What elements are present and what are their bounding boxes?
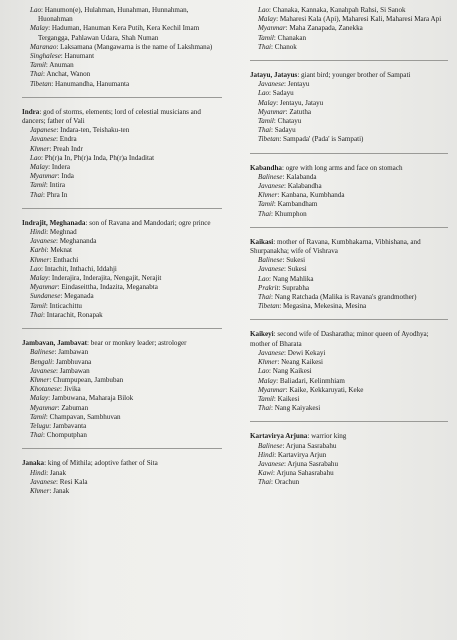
language-label: Tamil — [30, 412, 46, 421]
language-label: Lao — [258, 89, 270, 98]
variant-line: Tamil: Chatayu — [258, 117, 302, 126]
entry-heading — [22, 339, 222, 348]
variant-names: Kalabandha — [287, 182, 322, 191]
variant-names: Jambuwana, Maharaja Bilok — [51, 394, 134, 403]
entry-definition: : ogre with long arms and face on stomach — [281, 163, 403, 172]
language-label: Javanese — [30, 135, 56, 144]
right-column — [250, 6, 448, 488]
entry-heading — [22, 219, 222, 228]
language-label: Hindi — [30, 468, 47, 477]
variant-names: Laksamana (Mangawarna is the name of Lakshmana) — [60, 42, 213, 51]
entry-heading — [250, 238, 448, 256]
language-label: Myanmar — [258, 385, 286, 394]
language-label: Tamil — [258, 394, 274, 403]
variant-line: Malay: Jentayu, Jatayu — [258, 98, 324, 107]
variant-line: Karbi: Meknat — [30, 246, 72, 255]
language-label: Khmer — [30, 486, 50, 495]
variant-names: Ph(r)a In, Ph(r)a Inda, Ph(r)a Indaditat — [44, 153, 155, 162]
variant-line: Tibetan: Sampada' (Pada' is Sampati) — [258, 135, 364, 144]
variant-names: Kaikesi — [277, 394, 300, 403]
variant-line: Lao: Hanumon(e), Hulahman, Hunahman, Hunnahman, Huonahman — [30, 6, 189, 24]
variant-line: Tamil: Chanakan — [258, 33, 307, 42]
language-label: Javanese — [258, 80, 284, 89]
variant-names: Anchat, Wanon — [46, 70, 91, 79]
language-label: Lao — [30, 153, 42, 162]
variant-line: Khotanese: Jivika — [30, 385, 81, 394]
variant-names: Sadayu — [274, 126, 296, 135]
variant-line: Japanese: Indara-ten, Teishaku-ten — [30, 126, 130, 135]
entry-definition: : son of Ravana and Mandodari; ogre prince — [85, 218, 211, 227]
language-label: Thai — [258, 404, 272, 413]
language-label: Tibetan — [258, 135, 280, 144]
language-label: Kawi — [258, 469, 273, 478]
entry-heading — [250, 330, 448, 348]
entry-definition: : god of storms, elements; lord of celestial musicians and dancers; father of Vali — [22, 107, 201, 126]
variant-names: Suprabha — [282, 283, 310, 292]
variant-line: Lao: Nang Mahlika — [258, 274, 314, 283]
variant-names: Intarachit, Ronapak — [46, 310, 103, 319]
entry-heading — [250, 432, 448, 441]
language-label: Balinese — [258, 172, 283, 181]
variant-line: Javanese: Sukesi — [258, 265, 307, 274]
language-label: Tamil — [30, 61, 46, 70]
entry-term: Indra — [22, 107, 40, 116]
variant-line: Thai: Nang Ratchada (Malika is Ravana's grandmother) — [258, 293, 417, 302]
variant-line: Maranao: Laksamana (Mangawarna is the name of Lakshmana) — [30, 42, 213, 51]
variant-names: Janak — [53, 486, 70, 495]
variant-line: Myanmar: Maha Zanapada, Zanekka — [258, 24, 363, 33]
language-label: Malay — [258, 376, 277, 385]
language-label: Tamil — [30, 181, 46, 190]
language-label: Khmer — [30, 255, 50, 264]
glossary-entry — [22, 459, 222, 496]
glossary-entry — [250, 164, 448, 219]
language-label: Telugu — [30, 421, 50, 430]
variant-line: Telugu: Jambavanta — [30, 421, 87, 430]
entry-term: Jatayu, Jatayus — [250, 71, 298, 80]
variant-line: Malay: Baliadari, Kelinmhiam — [258, 376, 345, 385]
entry-divider — [22, 208, 222, 209]
variant-names: Maha Zanapada, Zanekka — [289, 24, 363, 33]
variant-line: Khmer: Kanbana, Kumbhanda — [258, 191, 345, 200]
entry-divider — [250, 153, 448, 154]
variant-line: Myanmar: Zabuman — [30, 403, 89, 412]
entry-definition: : warrior king — [307, 432, 347, 441]
language-label: Tamil — [258, 200, 274, 209]
variant-names: Eindaseittha, Indazita, Meganabta — [61, 283, 158, 292]
variant-line: Malay: Inderajira, Inderajita, Nengajit, Nerajit — [30, 274, 162, 283]
variant-line: Javanese: Jentayu — [258, 80, 310, 89]
variant-names: Hanumandha, Hanumanta — [55, 79, 130, 88]
variant-line: Sundanese: Meganada — [30, 292, 94, 301]
variant-names: Chanakan — [277, 33, 307, 42]
variant-names: Dewi Kekayi — [287, 348, 326, 357]
language-label: Malay — [30, 274, 49, 283]
language-label: Thai — [30, 190, 44, 199]
entry-definition: : giant bird; younger brother of Sampati — [297, 71, 411, 80]
variant-names: Sampada' (Pada' is Sampati) — [283, 135, 364, 144]
variant-names: Nang Kaikesi — [272, 367, 312, 376]
variant-names: Hanumant — [64, 52, 95, 61]
language-label: Javanese — [258, 348, 284, 357]
variant-line: Balinese: Jambawan — [30, 348, 89, 357]
entry-heading — [250, 164, 448, 173]
variant-names: Zatutha — [289, 107, 312, 116]
language-label: Javanese — [258, 459, 284, 468]
entry-heading — [22, 108, 222, 126]
variant-line: Lao: Chanaka, Kannaka, Kanahpah Rahsi, Si Sanok — [258, 6, 406, 14]
language-label: Thai — [258, 293, 272, 302]
language-label: Thai — [258, 126, 272, 135]
language-label: Myanmar — [258, 107, 286, 116]
language-label: Thai — [30, 70, 44, 79]
variant-names: Inda — [61, 172, 74, 181]
variant-names: Jentayu — [287, 80, 310, 89]
glossary-entry — [22, 219, 222, 320]
variant-line: Javanese: Resi Kala — [30, 477, 88, 486]
variant-line: Tamil: Intira — [30, 181, 66, 190]
entry-term: Jambavan, Jambavat — [22, 339, 88, 348]
variant-line: Javanese: Meghananda — [30, 237, 97, 246]
language-label: Lao — [258, 274, 270, 283]
variant-line: Khmer: Neang Kaikesi — [258, 358, 324, 367]
language-label: Maranao — [30, 42, 57, 51]
variant-line: Kawi: Arjuna Sahasrabahu — [258, 469, 334, 478]
language-label: Lao — [258, 6, 270, 14]
variant-names: Anuman — [49, 61, 74, 70]
language-label: Japanese — [30, 126, 57, 135]
variant-names: Sukesi — [287, 265, 307, 274]
glossary-entry — [250, 6, 448, 52]
language-label: Myanmar — [258, 24, 286, 33]
variant-line: Prakrit: Suprabha — [258, 283, 310, 292]
variant-line: Lao: Intachit, Inthachi, Iddahji — [30, 264, 117, 273]
language-label: Balinese — [258, 441, 283, 450]
variant-names: Khumphon — [274, 209, 307, 218]
language-label: Malay — [258, 15, 277, 24]
entry-divider — [250, 421, 448, 422]
entry-heading — [22, 459, 222, 468]
variant-names: Intira — [49, 181, 66, 190]
language-label: Tamil — [258, 117, 274, 126]
language-label: Javanese — [30, 366, 56, 375]
left-column — [22, 6, 222, 496]
variant-names: Arjuna Sasrabahu — [285, 441, 337, 450]
entry-definition: : mother of Ravana, Kumbhakarna, Vibhishana, and Shurpanakha; wife of Vishrava — [250, 237, 421, 256]
entry-definition: : king of Mithila; adoptive father of Sita — [44, 459, 158, 468]
variant-line: Myanmar: Zatutha — [258, 107, 312, 116]
variant-names: Arjuna Sahasrabahu — [276, 469, 334, 478]
entry-divider — [250, 60, 448, 61]
variant-names: Intachit, Inthachi, Iddahji — [44, 264, 117, 273]
language-label: Lao — [30, 264, 42, 273]
variant-line: Malay: Haduman, Hanuman Kera Putih, Kera Kechil Imam Tergangga, Pahlawan Udara, Shah Numan — [30, 24, 200, 42]
language-label: Lao — [258, 367, 270, 376]
variant-line: Javanese: Dewi Kekayi — [258, 348, 326, 357]
variant-line: Hindi: Janak — [30, 468, 67, 477]
language-label: Tibetan — [30, 79, 52, 88]
variant-names: Champavan, Sambhuvan — [49, 412, 121, 421]
variant-line: Hindi: Meghnad — [30, 228, 77, 237]
variant-names: Meghnad — [49, 228, 77, 237]
variant-names: Kaike, Kekkaruyati, Keke — [289, 385, 364, 394]
entry-term: Kaikeyi — [250, 330, 274, 339]
variant-line: Thai: Chomputphan — [30, 431, 87, 440]
variant-line: Tibetan: Hanumandha, Hanumanta — [30, 79, 130, 88]
variant-names: Phra In — [46, 190, 68, 199]
language-label: Khmer — [258, 191, 278, 200]
language-label: Myanmar — [30, 283, 58, 292]
variant-line: Myanmar: Kaike, Kekkaruyati, Keke — [258, 385, 364, 394]
variant-names: Jambhuvana — [55, 357, 92, 366]
entry-definition: : bear or monkey leader; astrologer — [87, 339, 187, 348]
variant-names: Indera — [51, 163, 70, 172]
language-label: Khotanese — [30, 385, 60, 394]
variant-line: Thai: Anchat, Wanon — [30, 70, 91, 79]
glossary-entry — [22, 339, 222, 440]
variant-names: Endra — [59, 135, 77, 144]
language-label: Thai — [258, 209, 272, 218]
variant-names: Jambawan — [59, 366, 90, 375]
language-label: Malay — [30, 24, 49, 33]
variant-names: Resi Kala — [59, 477, 88, 486]
language-label: Singhalese — [30, 52, 61, 61]
variant-names: Janak — [49, 468, 67, 477]
glossary-entry — [250, 432, 448, 487]
language-label: Balinese — [30, 348, 55, 357]
variant-names: Meknat — [50, 246, 72, 255]
variant-line: Khmer: Preah Indr — [30, 144, 83, 153]
variant-line: Javanese: Kalabandha — [258, 182, 322, 191]
variant-names: Preah Indr — [53, 144, 83, 153]
variant-line: Singhalese: Hanumant — [30, 52, 95, 61]
variant-names: Inderajira, Inderajita, Nengajit, Nerajit — [51, 274, 162, 283]
entry-heading — [250, 71, 448, 80]
variant-names: Zabuman — [61, 403, 89, 412]
glossary-entry — [22, 108, 222, 200]
variant-line: Malay: Indera — [30, 163, 70, 172]
variant-names: Jambawan — [58, 348, 89, 357]
variant-names: Nang Mahlika — [272, 274, 314, 283]
language-label: Thai — [258, 42, 272, 51]
entry-term: Kaikasi — [250, 237, 274, 246]
variant-line: Thai: Khumphon — [258, 209, 307, 218]
variant-names: Chanaka, Kannaka, Kanahpah Rahsi, Si Sanok — [272, 6, 406, 14]
language-label: Khmer — [30, 375, 50, 384]
variant-line: Javanese: Endra — [30, 135, 77, 144]
variant-line: Tibetan: Megasina, Mekesina, Mesina — [258, 302, 367, 311]
variant-names: Sukesi — [286, 256, 306, 265]
variant-names: Chanok — [274, 42, 297, 51]
variant-line: Javanese: Arjuna Sasrabahu — [258, 459, 338, 468]
variant-names: Kartavirya Arjun — [277, 450, 327, 459]
variant-line: Thai: Nang Kaiyakesi — [258, 404, 321, 413]
language-label: Myanmar — [30, 172, 58, 181]
variant-line: Thai: Chanok — [258, 42, 297, 51]
language-label: Bengali — [30, 357, 53, 366]
language-label: Tamil — [258, 33, 274, 42]
entry-term: Indrajit, Meghanada — [22, 218, 86, 227]
entry-term: Janaka — [22, 459, 45, 468]
variant-line: Myanmar: Eindaseittha, Indazita, Meganabta — [30, 283, 158, 292]
language-label: Javanese — [258, 265, 284, 274]
variant-line: Khmer: Enthachi — [30, 255, 79, 264]
variant-line: Thai: Phra In — [30, 190, 68, 199]
variant-line: Balinese: Kalabanda — [258, 172, 317, 181]
language-label: Malay — [30, 163, 49, 172]
variant-names: Nang Kaiyakesi — [274, 404, 321, 413]
variant-line: Malay: Jambuwana, Maharaja Bilok — [30, 394, 134, 403]
glossary-entry — [250, 330, 448, 413]
variant-line: Javanese: Jambawan — [30, 366, 90, 375]
language-label: Malay — [258, 98, 277, 107]
language-label: Tamil — [30, 301, 46, 310]
variant-names: Maharesi Kala (Api), Maharesi Kali, Maharesi Mara Api — [279, 15, 442, 24]
variant-names: Arjuna Sasrabahu — [287, 459, 338, 468]
variant-line: Tamil: Anuman — [30, 61, 74, 70]
variant-line: Tamil: Inticachittu — [30, 301, 82, 310]
variant-line: Thai: Sadayu — [258, 126, 296, 135]
language-label: Javanese — [258, 182, 284, 191]
variant-line: Balinese: Sukesi — [258, 256, 306, 265]
language-label: Hindi — [30, 228, 47, 237]
variant-names: Baliadari, Kelinmhiam — [279, 376, 345, 385]
language-label: Thai — [258, 478, 272, 487]
variant-names: Enthachi — [53, 255, 79, 264]
language-label: Prakrit — [258, 283, 279, 292]
variant-names: Jentayu, Jatayu — [279, 98, 324, 107]
entry-divider — [22, 328, 222, 329]
language-label: Lao — [30, 6, 42, 14]
variant-line: Tamil: Champavan, Sambhuvan — [30, 412, 121, 421]
variant-names: Kalabanda — [286, 172, 317, 181]
language-label: Karbi — [30, 246, 47, 255]
language-label: Hindi — [258, 450, 275, 459]
variant-line: Lao: Ph(r)a In, Ph(r)a Inda, Ph(r)a Indaditat — [30, 153, 155, 162]
variant-line: Thai: Orachun — [258, 478, 300, 487]
entry-term: Kabandha — [250, 163, 282, 172]
language-label: Thai — [30, 431, 44, 440]
language-label: Sundanese — [30, 292, 61, 301]
variant-line: Tamil: Kaikesi — [258, 394, 300, 403]
variant-names: Hanumon(e), Hulahman, Hunahman, Hunnahman, Huonahman — [38, 6, 189, 24]
variant-names: Haduman, Hanuman Kera Putih, Kera Kechil Imam Tergangga, Pahlawan Udara, Shah Numan — [38, 24, 200, 42]
entry-divider — [250, 227, 448, 228]
language-label: Malay — [30, 394, 49, 403]
variant-names: Neang Kaikesi — [281, 358, 324, 367]
variant-names: Meganada — [64, 292, 94, 301]
variant-names: Jambavanta — [52, 421, 87, 430]
variant-line: Myanmar: Inda — [30, 172, 74, 181]
language-label: Javanese — [30, 237, 56, 246]
variant-names: Kambandham — [277, 200, 318, 209]
variant-names: Kanbana, Kumbhanda — [281, 191, 345, 200]
variant-names: Chumpupean, Jambuban — [53, 375, 124, 384]
variant-names: Orachun — [274, 478, 300, 487]
variant-line: Tamil: Kambandham — [258, 200, 318, 209]
entry-term: Kartavirya Arjuna — [250, 432, 308, 441]
variant-names: Jivika — [63, 385, 81, 394]
language-label: Khmer — [258, 358, 278, 367]
language-label: Thai — [30, 310, 44, 319]
variant-line: Lao: Sadayu — [258, 89, 294, 98]
entry-divider — [22, 97, 222, 98]
variant-names: Nang Ratchada (Malika is Ravana's grandmother) — [274, 293, 417, 302]
variant-names: Megasina, Mekesina, Mesina — [283, 302, 367, 311]
variant-line: Hindi: Kartavirya Arjun — [258, 450, 327, 459]
entry-definition: : second wife of Dasharatha; minor queen of Ayodhya; mother of Bharata — [250, 330, 429, 348]
language-label: Tibetan — [258, 302, 280, 311]
variant-names: Chomputphan — [46, 431, 87, 440]
language-label: Khmer — [30, 144, 50, 153]
language-label: Myanmar — [30, 403, 58, 412]
variant-line: Khmer: Chumpupean, Jambuban — [30, 375, 124, 384]
glossary-entry — [22, 6, 222, 89]
entry-divider — [250, 319, 448, 320]
variant-line: Khmer: Janak — [30, 486, 70, 495]
variant-names: Inticachittu — [49, 301, 82, 310]
variant-line: Bengali: Jambhuvana — [30, 357, 92, 366]
glossary-entry — [250, 238, 448, 312]
glossary-entry — [250, 71, 448, 145]
variant-names: Sadayu — [272, 89, 294, 98]
variant-names: Meghananda — [59, 237, 97, 246]
language-label: Balinese — [258, 256, 283, 265]
variant-names: Chatayu — [277, 117, 302, 126]
entry-divider — [22, 448, 222, 449]
variant-line: Thai: Intarachit, Ronapak — [30, 310, 103, 319]
variant-line: Lao: Nang Kaikesi — [258, 367, 312, 376]
language-label: Javanese — [30, 477, 56, 486]
variant-line: Malay: Maharesi Kala (Api), Maharesi Kali, Maharesi Mara Api — [258, 15, 442, 24]
variant-line: Balinese: Arjuna Sasrabahu — [258, 441, 337, 450]
variant-names: Indara-ten, Teishaku-ten — [60, 126, 130, 135]
